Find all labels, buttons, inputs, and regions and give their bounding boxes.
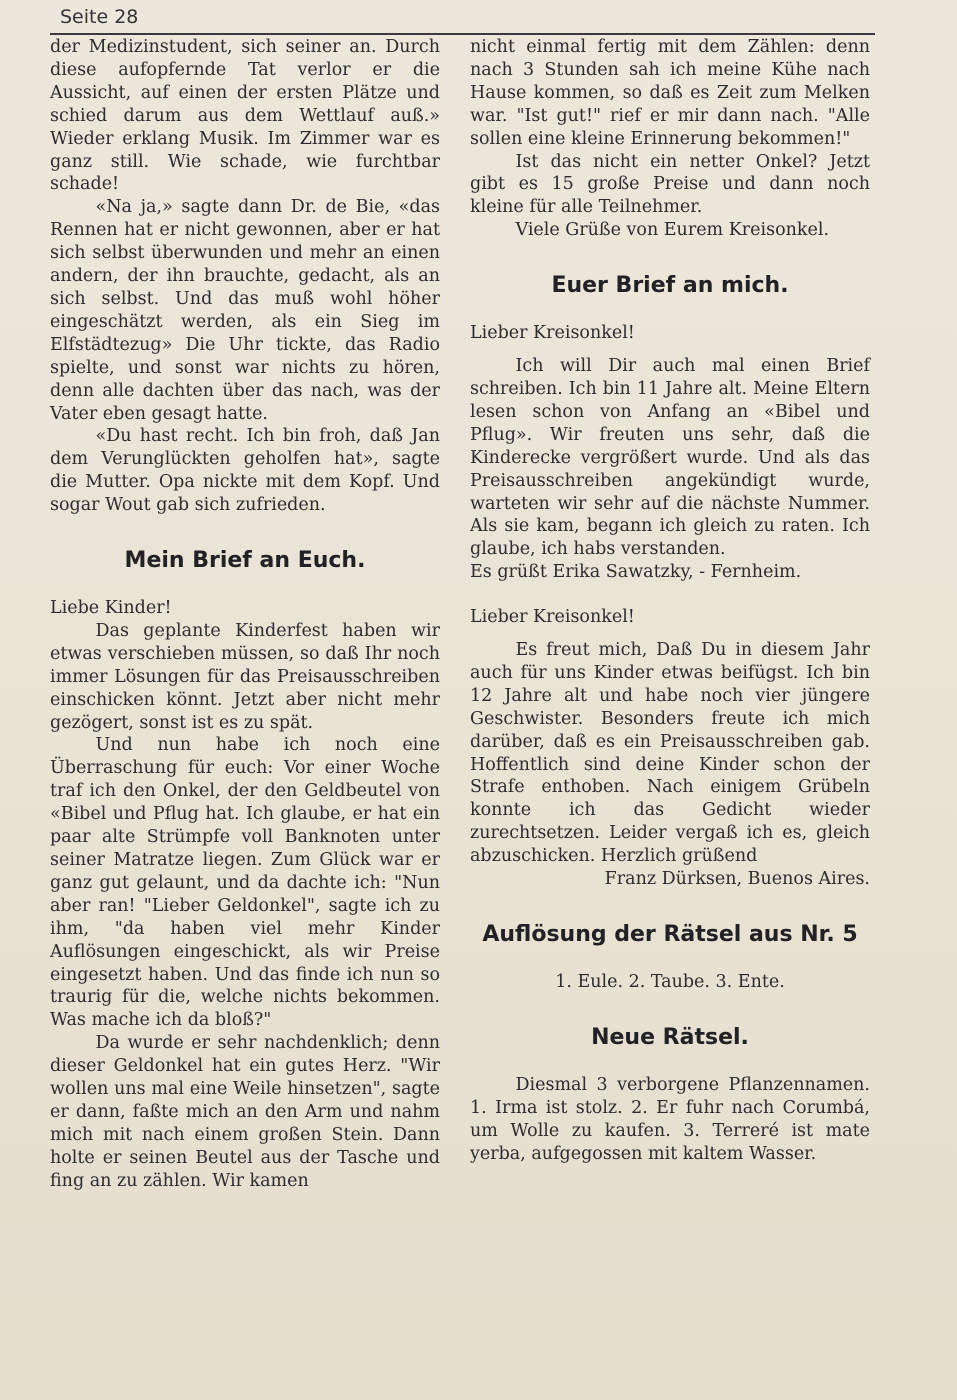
letter-heading: Mein Brief an Euch. xyxy=(124,548,366,574)
story-paragraph: «Du hast recht. Ich bin froh, daß Jan dem Verunglückten geholfen hat», sagte die Mutter. Opa nickte mit dem Kopf. Und sogar Wout gab sich zufrieden. xyxy=(50,426,440,516)
letter-paragraph: Und nun habe ich noch eine Überraschung für euch: Vor einer Woche traf ich den Onkel, der den Geldbeutel von «Bibel und Pflug hat. Ich glaube, er hat ein paar alte Strümpfe voll Banknoten unter seiner Matratze liegen. Zum Glück war er ganz gut gelaunt, und da dachte ich: "Nun aber ran! "Lieber Geldonkel", sagte ich zu ihm, "da haben viel mehr Kinder Auflösungen eingeschickt, als wir Preise eingesetzt haben. Und das finde ich nun so traurig für die, welche nichts bekommen. Was mache ich da bloß?" xyxy=(50,735,440,1031)
solution-heading: Auflösung der Rätsel aus Nr. 5 xyxy=(482,922,858,947)
left-column xyxy=(50,36,440,1193)
continuation-paragraph: nicht einmal fertig mit dem Zählen: denn nach 3 Stunden sah ich meine Kühe nach Hause kommen, so daß es Zeit zum Melken war. "Ist gut!" rief er mir dann nach. "Alle sollen eine kleine Erinnerung bekommen!" xyxy=(470,37,870,149)
reader-letter-salutation: Lieber Kreisonkel! xyxy=(470,607,635,628)
continuation-paragraph: Ist das nicht ein netter Onkel? Jetzt gibt es 15 große Preise und dann noch kleine für alle Teilnehmer. xyxy=(470,151,870,218)
reader-letter-salutation: Lieber Kreisonkel! xyxy=(470,323,635,344)
letter-salutation: Liebe Kinder! xyxy=(50,598,172,619)
story-paragraph: «Na ja,» sagte dann Dr. de Bie, «das Rennen hat er nicht gewonnen, aber er hat sich selbst überwunden und mehr an einen andern, der ihn brauchte, gedacht, als an sich selbst. Und das muß wohl höher eingeschätzt werden, als ein Sieg im Elfstädtezug» Die Uhr tickte, das Radio spielte, und sonst war nichts zu hören, denn alle dachten über das nach, was der Vater eben gesagt hatte. xyxy=(50,197,440,424)
new-puzzle-text: Diesmal 3 verborgene Pflanzennamen. 1. Irma ist stolz. 2. Er fuhr nach Corumbá, um Wolle zu kaufen. 3. Terreré ist mate yerba, aufgegossen mit kaltem Wasser. xyxy=(470,1074,870,1164)
new-puzzle-heading: Neue Rätsel. xyxy=(591,1024,749,1050)
letter-paragraph: Das geplante Kinderfest haben wir etwas verschieben müssen, so daß Ihr noch immer Lösungen für das Preisausschreiben einschicken könnt. Jetzt aber nicht mehr gezögert, sonst ist es zu spät. xyxy=(50,620,440,733)
reply-heading: Euer Brief an mich. xyxy=(551,273,789,299)
right-column xyxy=(470,36,870,1166)
header-rule xyxy=(50,33,875,35)
reader-letter-body: Ich will Dir auch mal einen Brief schreiben. Ich bin 11 Jahre alt. Meine Eltern lesen schon von Anfang an «Bibel und Pflug». Wir freuten uns sehr, daß die Kinderecke vergrößert wurde. Und als das Preisausschreiben angekündigt wurde, warteten wir sehr auf die nächste Nummer. Als sie kam, begann ich gleich zu raten. Ich glaube, ich habs verstanden. xyxy=(470,356,870,560)
page-number: Seite 28 xyxy=(60,6,139,28)
solution-text: 1. Eule. 2. Taube. 3. Ente. xyxy=(555,972,785,992)
reader-letter-signature: Es grüßt Erika Sawatzky, - Fernheim. xyxy=(470,562,802,583)
letter-paragraph: Da wurde er sehr nachdenklich; denn dieser Geldonkel hat ein gutes Herz. "Wir wollen uns mal eine Weile hinsetzen", sagte er dann, faßte mich an den Arm und nahm mich mit nach einem großen Stein. Dann holte er seinen Beutel aus der Tasche und fing an zu zählen. Wir kamen xyxy=(50,1033,440,1191)
reader-letter-signature: Franz Dürksen, Buenos Aires. xyxy=(604,869,870,890)
story-paragraph: der Medizinstudent, sich seiner an. Durch diese aufopfernde Tat verlor er die Aussicht, auf einen der ersten Plätze und schied darum aus dem Wettlauf auß.» Wieder erklang Musik. Im Zimmer war es ganz still. Wie schade, wie furchtbar schade! xyxy=(50,37,440,195)
reader-letter-body: Es freut mich, Daß Du in diesem Jahr auch für uns Kinder etwas beifügst. Ich bin 12 Jahre alt und habe noch vier jüngere Geschwister. Besonders freute ich mich darüber, daß es ein Preisausschreiben gab. Hoffentlich sind deine Kinder schon der Strafe enthoben. Nach einigem Grübeln konnte ich das Gedicht wieder zurechtsetzen. Leider vergaß ich es, gleich abzuschicken. Herzlich grüßend xyxy=(470,640,870,867)
closing-line: Viele Grüße von Eurem Kreisonkel. xyxy=(515,220,830,241)
